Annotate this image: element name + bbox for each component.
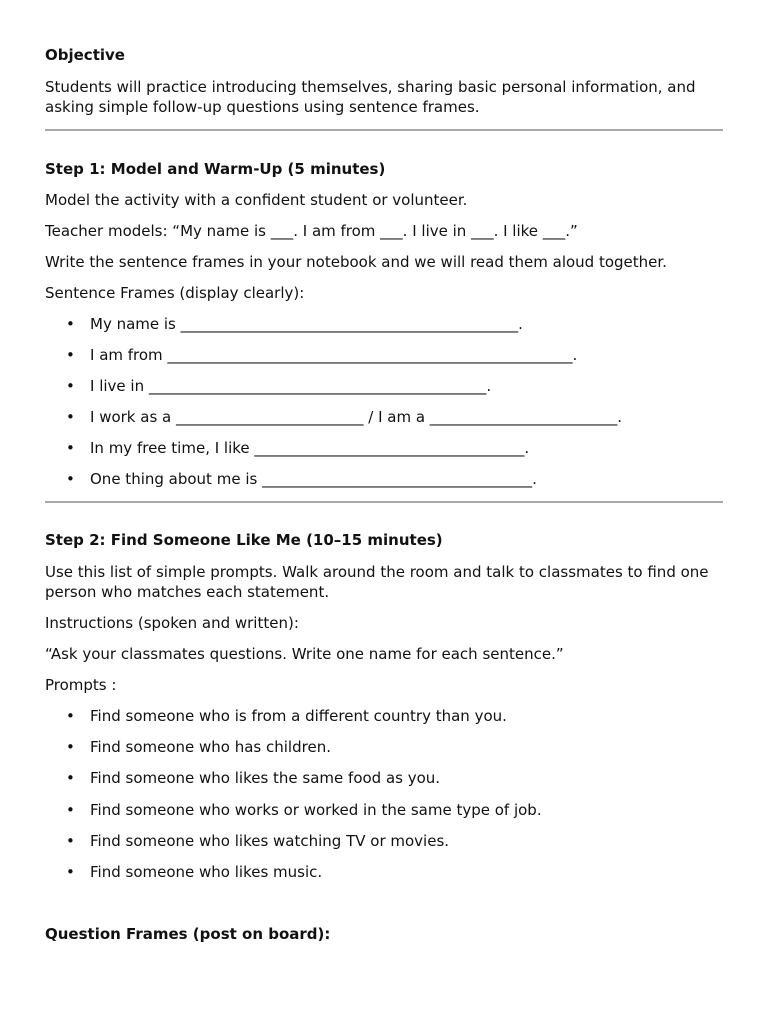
prompt-text: Find someone who likes music. <box>90 863 323 881</box>
objective-heading: Objective <box>45 46 125 64</box>
prompt-text: Find someone who is from a different country than you. <box>90 707 507 725</box>
bullet-icon: • <box>66 707 75 725</box>
bullet-icon: • <box>66 315 75 333</box>
list-item <box>45 831 723 851</box>
sentence-frame-text: I work as a _________________________ / I am a _________________________. <box>90 408 623 426</box>
sentence-frames-list <box>45 314 723 489</box>
bullet-icon: • <box>66 377 75 395</box>
bullet-icon: • <box>66 769 75 787</box>
list-item <box>45 862 723 882</box>
step1-heading: Step 1: Model and Warm-Up (5 minutes) <box>45 160 386 178</box>
step1-line-notebook: Write the sentence frames in your notebook and we will read them aloud together. <box>45 253 667 271</box>
list-item <box>45 768 723 788</box>
list-item <box>45 438 723 458</box>
bullet-icon: • <box>66 863 75 881</box>
sentence-frame-text: I live in _____________________________________________. <box>90 377 492 395</box>
list-item <box>45 469 723 489</box>
bullet-icon: • <box>66 832 75 850</box>
list-item <box>45 407 723 427</box>
sentence-frame-text: I am from ______________________________________________________. <box>90 346 578 364</box>
sentence-frame-text: One thing about me is ____________________________________. <box>90 470 537 488</box>
list-item <box>45 376 723 396</box>
step1-line-teacher-models: Teacher models: “My name is ___. I am from ___. I live in ___. I like ___.” <box>45 222 578 240</box>
prompt-text: Find someone who likes the same food as you. <box>90 769 441 787</box>
step1-line-model: Model the activity with a confident student or volunteer. <box>45 191 468 209</box>
bullet-icon: • <box>66 439 75 457</box>
bullet-icon: • <box>66 738 75 756</box>
list-item <box>45 800 723 820</box>
list-item <box>45 737 723 757</box>
objective-text: Students will practice introducing themselves, sharing basic personal information, and asking simple follow-up questions using sentence frames. <box>45 78 696 116</box>
step2-heading: Step 2: Find Someone Like Me (10–15 minutes) <box>45 531 443 549</box>
question-frames-heading: Question Frames (post on board): <box>45 925 331 943</box>
prompts-list <box>45 706 723 882</box>
prompts-label: Prompts : <box>45 676 117 694</box>
sentence-frame-text: In my free time, I like ____________________________________. <box>90 439 530 457</box>
prompt-text: Find someone who works or worked in the same type of job. <box>90 801 542 819</box>
list-item <box>45 706 723 726</box>
bullet-icon: • <box>66 408 75 426</box>
bullet-icon: • <box>66 346 75 364</box>
sentence-frame-text: My name is _____________________________________________. <box>90 315 523 333</box>
step2-intro: Use this list of simple prompts. Walk around the room and talk to classmates to find one person who matches each statement. <box>45 563 709 601</box>
bullet-icon: • <box>66 470 75 488</box>
list-item <box>45 345 723 365</box>
instructions-label: Instructions (spoken and written): <box>45 614 299 632</box>
sentence-frames-label: Sentence Frames (display clearly): <box>45 284 305 302</box>
prompt-text: Find someone who has children. <box>90 738 331 756</box>
instructions-quote: “Ask your classmates questions. Write one name for each sentence.” <box>45 645 564 663</box>
list-item <box>45 314 723 334</box>
bullet-icon: • <box>66 801 75 819</box>
prompt-text: Find someone who likes watching TV or movies. <box>90 832 450 850</box>
